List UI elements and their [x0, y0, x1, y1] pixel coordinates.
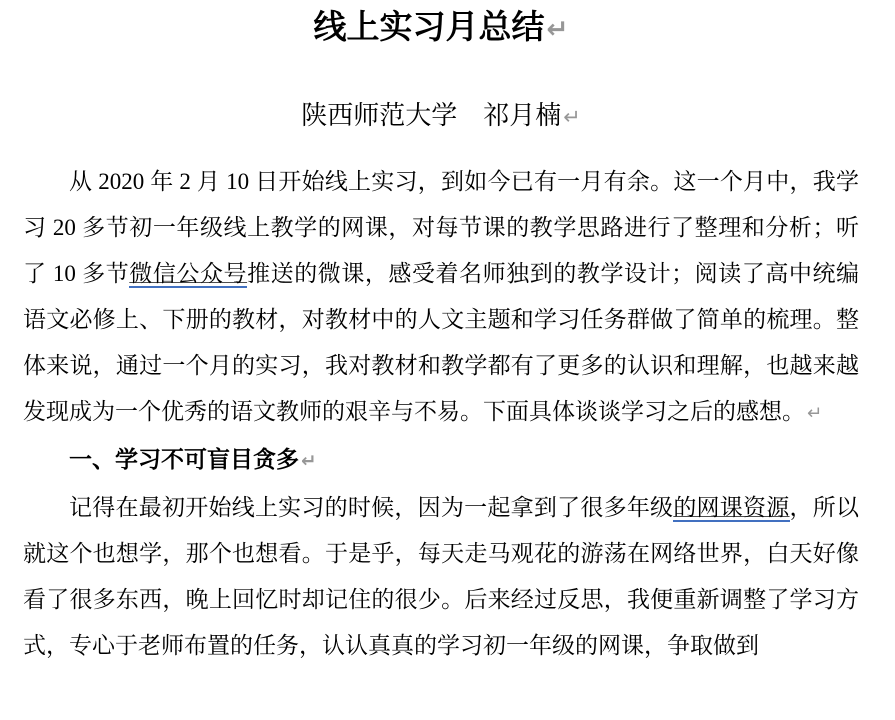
section-heading [23, 437, 859, 485]
text-run: 记得在最初开始线上实习的时候，因为一起拿到了很多年级 [69, 495, 674, 520]
paragraph-mark: ↵ [546, 14, 569, 45]
text-run: 推送的微课，感受着名师独到的教学设计；阅读了高中统编语文必修上、下册的教材，对教材中的人文主题和学习任务群做了简单的梳理。整体来说，通过一个月的实习，我对教材和教学都有了更多的认识和理解，也越来越发现成为一个优秀的语文教师的艰辛与不易。下面具体谈谈学习之后的感想。 [23, 261, 860, 424]
text-run: 从 2020 年 2 月 10 日开始线上实习，到如今已有一月有余。这一个月中，我学习 20 多节初一年级线上教学的网课，对每节课的教学思路进行了整理和分析；听了 10 多节 [23, 169, 859, 286]
document-byline-text: 陕西师范大学 祁月楠 [301, 101, 562, 130]
underlined-text: 微信公众号 [129, 261, 248, 286]
paragraph-mark: ↵ [301, 451, 317, 472]
document-title [23, 6, 859, 52]
body-paragraph [23, 485, 859, 669]
underlined-text: 的网课资源 [673, 495, 790, 520]
paragraph-mark: ↵ [807, 403, 823, 424]
document-byline [23, 96, 859, 137]
body-paragraph [23, 159, 859, 437]
text-run: ，所以就这个也想学，那个也想看。于是乎，每天走马观花的游荡在网络世界，白天好像看了很多东西，晚上回忆时却记住的很少。后来经过反思，我便重新调整了学习方式，专心于老师布置的任务，认认真真的学习初一年级的网课，争取做到 [23, 495, 860, 658]
paragraph-mark: ↵ [563, 105, 581, 129]
text-run: 一、学习不可盲目贪多 [69, 447, 299, 472]
document-title-text: 线上实习月总结 [313, 10, 545, 46]
document-body [23, 159, 859, 669]
